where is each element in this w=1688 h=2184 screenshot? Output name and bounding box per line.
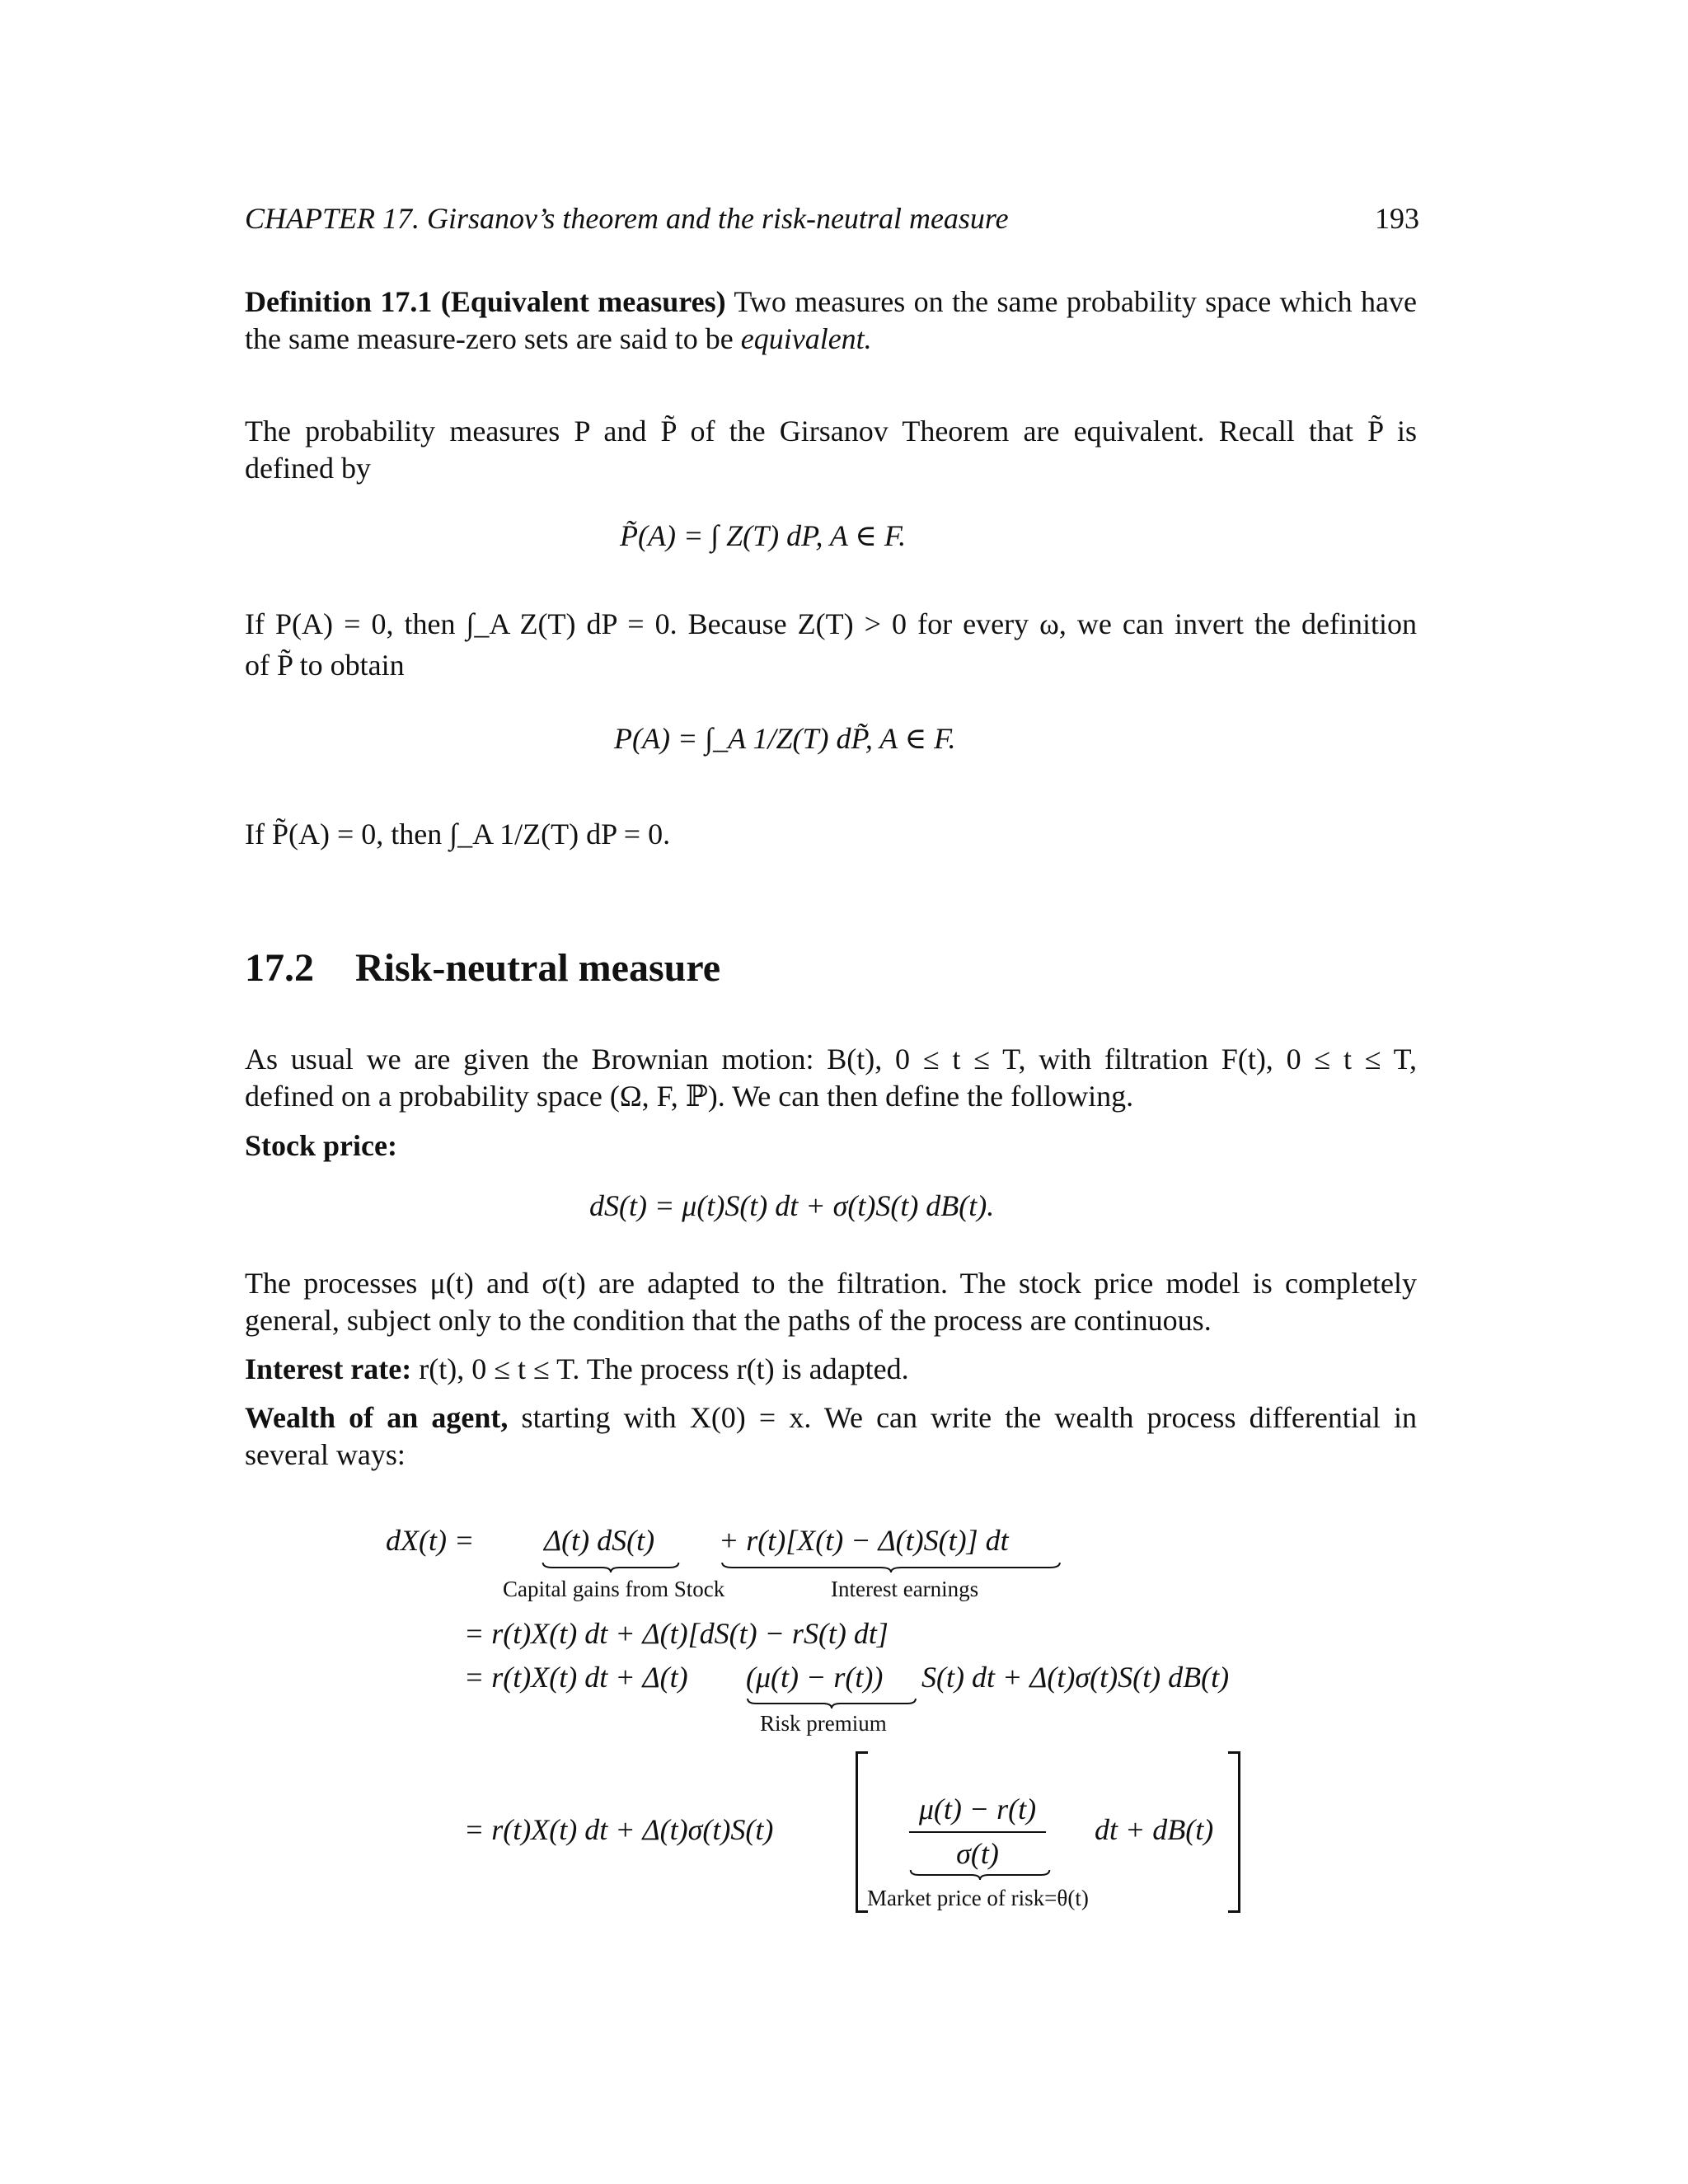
- eq4-lhs: dX(t) =: [386, 1524, 475, 1557]
- underbrace-risk-premium: [746, 1698, 917, 1709]
- section-title: Risk-neutral measure: [355, 946, 721, 990]
- paragraph-5-line-2: general, subject only to the condition that the paths of the process are continuous.: [245, 1304, 1212, 1337]
- bracket-right: [1228, 1751, 1240, 1913]
- wealth-text-1: starting with X(0) = x. We can write the wealth process differential in: [508, 1401, 1417, 1434]
- fraction-numerator: μ(t) − r(t): [918, 1793, 1037, 1825]
- label-interest-earnings: Interest earnings: [831, 1577, 979, 1601]
- eq4-line-3a: = r(t)X(t) dt + Δ(t): [464, 1661, 688, 1694]
- label-capital-gains: Capital gains from Stock: [503, 1577, 725, 1601]
- interest-rate-label: Interest rate:: [245, 1352, 412, 1385]
- equation-1: P̃(A) = ∫ Z(T) dP, A ∈ F.: [620, 519, 907, 552]
- page-number: 193: [1375, 202, 1419, 235]
- definition-text-2: the same measure-zero sets are said to be: [245, 322, 741, 355]
- paragraph-4-line-2: defined on a probability space (Ω, F, ℙ). We can then define the following.: [245, 1080, 1134, 1113]
- section-heading: [245, 944, 720, 993]
- underbrace-market-price-of-risk: [909, 1869, 1051, 1881]
- eq4-line-4a: = r(t)X(t) dt + Δ(t)σ(t)S(t): [464, 1813, 774, 1846]
- definition-line-1: [245, 284, 1417, 321]
- eq4-term-2: + r(t)[X(t) − Δ(t)S(t)] dt: [719, 1524, 1009, 1557]
- paragraph-2-line-2: of P̃ to obtain: [245, 649, 405, 682]
- label-risk-premium: Risk premium: [760, 1711, 887, 1736]
- paragraph-3: If P̃(A) = 0, then ∫_A 1/Z(T) dP = 0.: [245, 818, 671, 851]
- underbrace-interest-earnings: [719, 1562, 1063, 1573]
- paragraph-5-line-1: The processes μ(t) and σ(t) are adapted to the filtration. The stock price model is completely: [245, 1267, 1417, 1300]
- definition-term: equivalent.: [740, 322, 872, 355]
- wealth-line-1: [245, 1399, 1417, 1436]
- section-number: 17.2: [245, 946, 314, 990]
- underbrace-capital-gains: [542, 1562, 680, 1573]
- bracket-left: [856, 1751, 868, 1913]
- paragraph-4-line-1: As usual we are given the Brownian motion: B(t), 0 ≤ t ≤ T, with filtration F(t), 0 ≤ t ≤ T,: [245, 1043, 1417, 1076]
- fraction-denominator: σ(t): [956, 1837, 999, 1870]
- eq4-line-3c: S(t) dt + Δ(t)σ(t)S(t) dB(t): [921, 1661, 1230, 1694]
- definition-text-1: Two measures on the same probability space which have: [725, 285, 1417, 318]
- eq4-line-2: = r(t)X(t) dt + Δ(t)[dS(t) − rS(t) dt]: [464, 1617, 889, 1650]
- eq4-line-4c: dt + dB(t): [1095, 1813, 1214, 1846]
- interest-rate-text: r(t), 0 ≤ t ≤ T. The process r(t) is adapted.: [411, 1352, 909, 1385]
- eq4-term-1: Δ(t) dS(t): [544, 1524, 655, 1557]
- stock-price-label: Stock price:: [245, 1129, 397, 1162]
- fraction-bar: [909, 1831, 1046, 1833]
- paragraph-1-line-2: defined by: [245, 452, 371, 485]
- running-header: CHAPTER 17. Girsanov’s theorem and the risk-neutral measure: [245, 202, 1009, 235]
- definition-line-2: [245, 321, 872, 358]
- paragraph-2-line-1: If P(A) = 0, then ∫_A Z(T) dP = 0. Because Z(T) > 0 for every ω, we can invert the definition: [245, 607, 1417, 640]
- interest-rate-line: [245, 1351, 909, 1388]
- equation-3: dS(t) = μ(t)S(t) dt + σ(t)S(t) dB(t).: [589, 1189, 995, 1222]
- wealth-line-2: several ways:: [245, 1438, 406, 1471]
- label-market-price-of-risk: Market price of risk=θ(t): [867, 1886, 1089, 1910]
- wealth-label: Wealth of an agent,: [245, 1401, 509, 1434]
- paragraph-1-line-1: The probability measures P and P̃ of the Girsanov Theorem are equivalent. Recall that P̃ is: [245, 415, 1417, 448]
- equation-2: P(A) = ∫_A 1/Z(T) dP̃, A ∈ F.: [614, 722, 956, 755]
- eq4-line-3b: (μ(t) − r(t)): [746, 1661, 884, 1694]
- definition-label: Definition 17.1 (Equivalent measures): [245, 285, 726, 318]
